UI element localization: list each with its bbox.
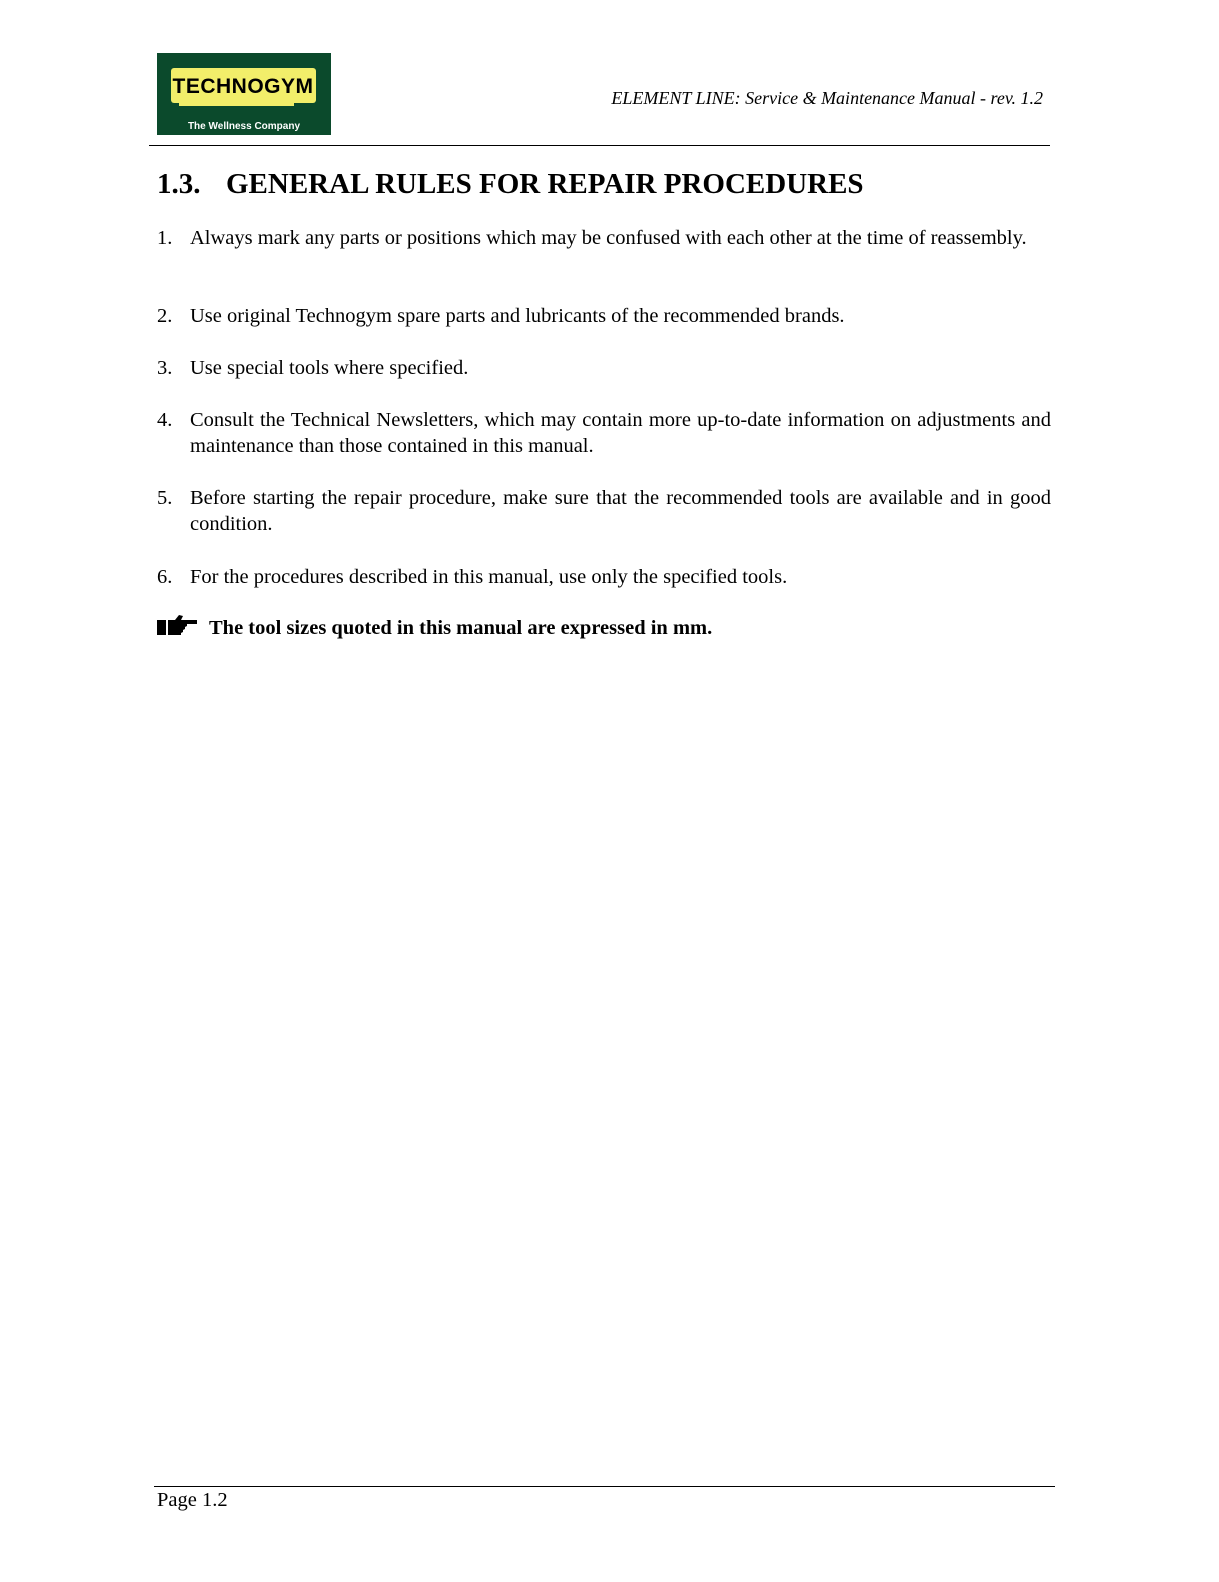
rule-item <box>157 407 1051 459</box>
note-text: The tool sizes quoted in this manual are expressed in mm. <box>209 617 713 639</box>
rule-item <box>157 355 1051 381</box>
technogym-logo <box>157 53 331 135</box>
rule-number: 1. <box>157 227 173 249</box>
document-title: ELEMENT LINE: Service & Maintenance Manual - rev. 1.2 <box>611 88 1043 108</box>
rule-item <box>157 225 1051 251</box>
section-title: GENERAL RULES FOR REPAIR PROCEDURES <box>226 168 864 200</box>
rule-text: Consult the Technical Newsletters, which may contain more up-to-date information on adjustments and maintenance than those contained in this manual. <box>190 409 1051 457</box>
rule-number: 6. <box>157 566 173 588</box>
rule-number: 2. <box>157 305 173 327</box>
rule-number: 3. <box>157 357 173 379</box>
section-number: 1.3. <box>157 168 201 200</box>
technogym-logo-graphic <box>157 53 331 135</box>
rule-text: For the procedures described in this manual, use only the specified tools. <box>190 566 788 588</box>
rule-item <box>157 564 1051 590</box>
header-divider <box>149 145 1050 146</box>
svg-text:The Wellness Company: The Wellness Company <box>187 121 301 132</box>
rule-number: 5. <box>157 487 173 509</box>
page-number: Page 1.2 <box>157 1489 228 1511</box>
note <box>157 614 712 642</box>
rule-text: Always mark any parts or positions which may be confused with each other at the time of reassembly. <box>190 227 1027 249</box>
svg-text:TECHNOGYM: TECHNOGYM <box>172 75 314 98</box>
rule-item <box>157 485 1051 537</box>
rule-item <box>157 303 1051 329</box>
rule-text: Use original Technogym spare parts and lubricants of the recommended brands. <box>190 305 845 327</box>
rule-text: Before starting the repair procedure, make sure that the recommended tools are available and in good condition. <box>190 487 1051 535</box>
rule-number: 4. <box>157 409 173 431</box>
footer-divider <box>154 1486 1055 1487</box>
rule-text: Use special tools where specified. <box>190 357 469 379</box>
section-heading <box>157 168 864 201</box>
pointing-hand-icon <box>157 614 199 642</box>
